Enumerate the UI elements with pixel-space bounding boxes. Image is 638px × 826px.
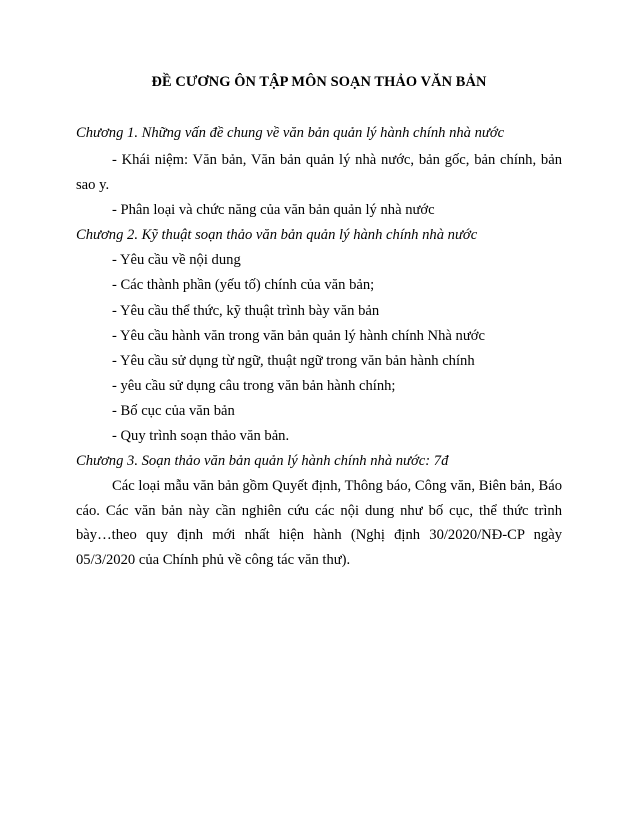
chapter-3-paragraph: Các loại mẫu văn bản gồm Quyết định, Thông báo, Công văn, Biên bản, Báo cáo. Các văn bản này cần nghiên cứu các nội dung như bố cục, thể thức trình bày…theo quy định mới nhất hiện hành (Nghị định 30/2020/NĐ-CP ngày 05/3/2020 của Chính phủ về công tác văn thư).: [76, 478, 562, 568]
chapter-2-item: - Yêu cầu thể thức, kỹ thuật trình bày văn bản: [112, 303, 380, 319]
chapter-3-heading: Chương 3. Soạn thảo văn bản quản lý hành chính nhà nước: 7đ: [76, 453, 449, 469]
chapter-1-item-classification: - Phân loại và chức năng của văn bản quản lý nhà nước: [112, 202, 435, 218]
chapter-2-item: - Yêu cầu về nội dung: [112, 252, 241, 268]
document-title: ĐỀ CƯƠNG ÔN TẬP MÔN SOẠN THẢO VĂN BẢN: [151, 74, 487, 90]
chapter-2-item: - yêu cầu sử dụng câu trong văn bản hành chính;: [112, 378, 396, 394]
chapter-2-item: - Bố cục của văn bản: [112, 403, 235, 419]
chapter-1-heading: Chương 1. Những vấn đề chung về văn bản quản lý hành chính nhà nước: [76, 125, 505, 141]
chapter-2-item: - Yêu cầu hành văn trong văn bản quản lý hành chính Nhà nước: [112, 328, 485, 344]
chapter-1-item-concepts: - Khái niệm: Văn bản, Văn bản quản lý nhà nước, bản gốc, bản chính, bản sao y.: [76, 152, 562, 193]
chapter-2-heading: Chương 2. Kỹ thuật soạn thảo văn bản quản lý hành chính nhà nước: [76, 227, 478, 243]
chapter-2-item: - Các thành phần (yếu tố) chính của văn bản;: [112, 277, 375, 293]
chapter-2-item: - Quy trình soạn thảo văn bản.: [112, 428, 290, 444]
chapter-2-item: - Yêu cầu sử dụng từ ngữ, thuật ngữ trong văn bản hành chính: [112, 353, 475, 369]
